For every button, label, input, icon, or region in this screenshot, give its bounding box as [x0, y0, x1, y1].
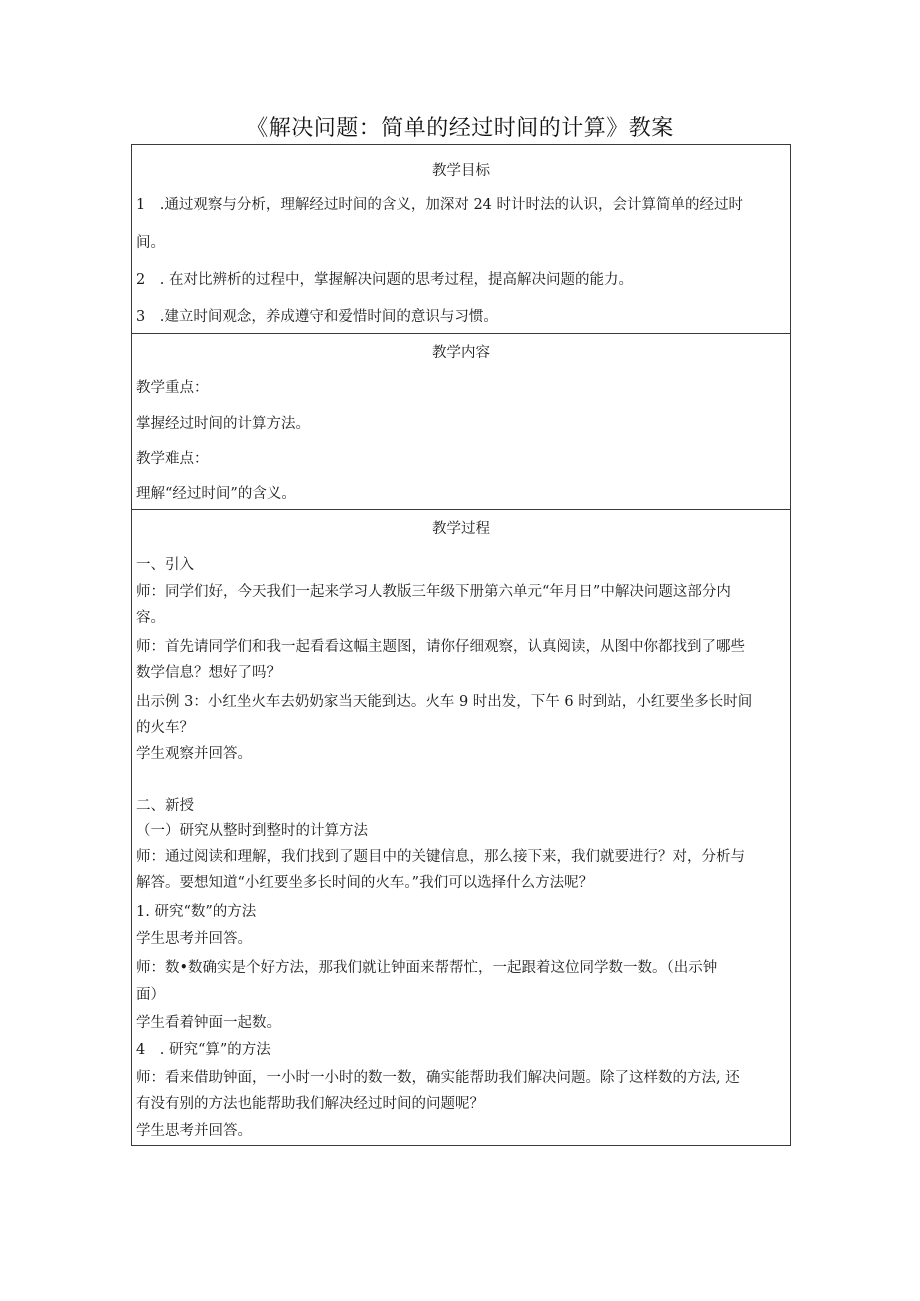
process-header: 教学过程 [432, 521, 490, 537]
key-point-label: 教学重点： [136, 380, 209, 396]
process-line: 师：首先请同学们和我一起看看这幅主题图，请你仔细观察，认真阅读，从图中你都找到了哪些 [136, 639, 745, 655]
difficulty-text: 理解“经过时间”的含义。 [136, 486, 296, 502]
difficulty-label: 教学难点： [136, 451, 209, 467]
document-title: 《解决问题：简单的经过时间的计算》教案 [246, 116, 674, 141]
process-line: （一）研究从整时到整时的计算方法 [136, 823, 368, 839]
process-line: 师：看来借助钟面，一小时一小时的数一数，确实能帮助我们解决问题。除了这样数的方法, 还 [136, 1070, 740, 1086]
process-line: 数学信息？想好了吗？ [136, 665, 281, 681]
process-line: 4 . 研究“算”的方法 [136, 1042, 271, 1058]
process-line: 师：数•数确实是个好方法，那我们就让钟面来帮帮忙，一起跟着这位同学数一数。（出示钟 [136, 960, 718, 976]
goal-3: 3 .建立时间观念，养成遵守和爱惜时间的意识与习惯。 [136, 309, 498, 325]
process-line: 学生看着钟面一起数。 [136, 1015, 281, 1031]
process-line: 容。 [136, 610, 165, 626]
process-line: 师：通过阅读和理解，我们找到了题目中的关键信息，那么接下来，我们就要进行？对，分析与 [136, 849, 745, 865]
process-line: 一、引入 [136, 557, 194, 573]
process-line: 面） [136, 987, 165, 1003]
lesson-plan-table [131, 144, 791, 1146]
process-line: 解答。要想知道“小红要坐多长时间的火车。”我们可以选择什么方法呢？ [136, 875, 594, 891]
row-divider [132, 509, 790, 510]
goal-2: 2 . 在对比辨析的过程中，掌握解决问题的思考过程，提高解决问题的能力。 [136, 272, 633, 288]
process-line: 出示例 3：小红坐火车去奶奶家当天能到达。火车 9 时出发，下午 6 时到站，小红要坐多长时间 [136, 694, 753, 710]
process-line: 学生观察并回答。 [136, 746, 252, 762]
process-line: 学生思考并回答。 [136, 931, 252, 947]
goal-1-line-1: 1 .通过观察与分析，理解经过时间的含义，加深对 24 时计时法的认识，会计算简单的经过时 [136, 197, 743, 213]
process-line: 1. 研究“数”的方法 [136, 904, 257, 920]
process-line: 二、新授 [136, 798, 194, 814]
key-point-text: 掌握经过时间的计算方法。 [136, 416, 310, 432]
row-divider [132, 333, 790, 334]
process-line: 的火车？ [136, 720, 194, 736]
goals-header: 教学目标 [432, 163, 490, 179]
process-line: 学生思考并回答。 [136, 1123, 252, 1139]
process-line: 师：同学们好，今天我们一起来学习人教版三年级下册第六单元“年月日”中解决问题这部分内 [136, 584, 731, 600]
process-line: 有没有别的方法也能帮助我们解决经过时间的问题呢？ [136, 1096, 484, 1112]
content-header: 教学内容 [432, 345, 490, 361]
goal-1-line-2: 间。 [136, 235, 165, 251]
